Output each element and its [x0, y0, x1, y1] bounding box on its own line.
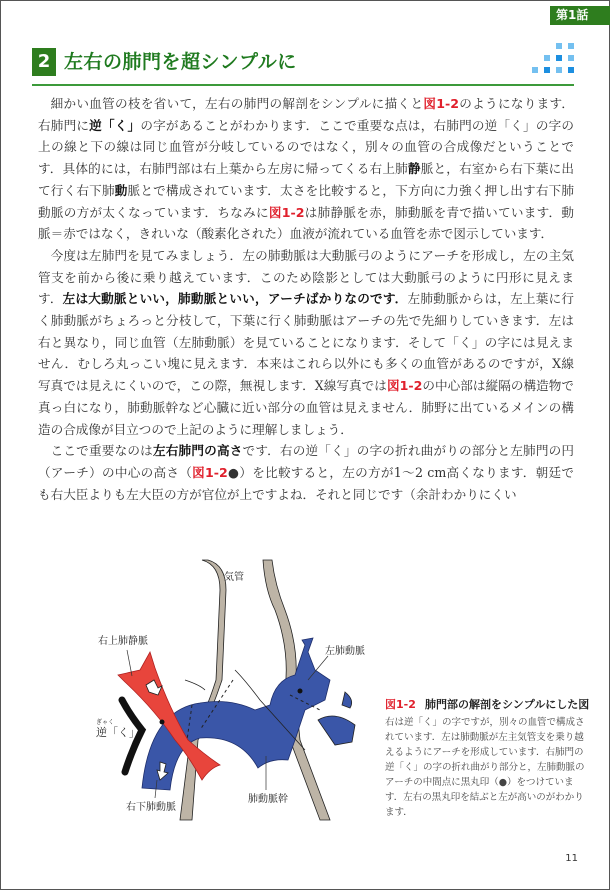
section-title: 左右の肺門を超シンプルに	[64, 51, 297, 73]
trachea-left-wall	[180, 560, 226, 820]
text-run: のようになります．右肺門に	[38, 96, 574, 133]
paragraph	[38, 245, 574, 440]
text-run: 脈とで構成されています．太さを比較すると，下方向に力強く押し出す右下肺動脈の方が太くなっています．ちなみに	[38, 182, 575, 220]
figure-hilum-anatomy	[80, 540, 380, 850]
text-run: 左肺動脈からは，左上葉に行く肺動脈がちょろっと分枝して，下葉に行く肺動脈はアーチの先で先細りしていきます．左は右と異なり，同じ血管（左肺動脈）を見ていることになります．そして「く」の字には見えません．むしろ丸っこい塊に見えます．本来はこれら以外にも多くの血管があるのですが，X線写真では見えにくいので，この際，無視します．X線写真では	[38, 291, 574, 394]
label-pulmonary-trunk: 肺動脈幹	[248, 794, 288, 805]
caption-title: 肺門部の解剖をシンプルにした図	[425, 698, 590, 711]
figure-reference: 図1-2	[386, 378, 423, 394]
figure-reference: 図1-2	[268, 204, 305, 220]
left-midpoint-marker	[298, 689, 303, 694]
figure-caption	[385, 697, 590, 820]
label-trachea: 気管	[224, 572, 244, 583]
decorative-squares-icon	[530, 43, 574, 81]
figure-reference: 図1-2	[192, 464, 228, 480]
label-right-upper-pulmonary-vein: 右上肺静脈	[98, 636, 148, 647]
text-run: は肺静脈を赤，肺動脈を青で描いています．動脈＝赤ではなく，きれいな（酸素化された）血液が流れている血管を赤で図示しています．	[38, 204, 574, 242]
figure-reference: 図1-2	[423, 96, 459, 111]
text-run: 脈と，右室から右下葉に出て行く右下肺	[38, 161, 575, 198]
text-run: の中心部は縦隔の構造物で真っ白になり，肺動脈幹など心臓に近い部分の血管は見えません．肺野に出ているメインの構造の合成像が目立つので上記のように理解しましょう．	[38, 378, 574, 437]
emphasis-text: 左は大動脈といい，肺動脈といい，アーチばかりなのです．	[62, 291, 408, 307]
section-number: 2	[32, 48, 56, 76]
paragraph	[38, 93, 574, 245]
text-run: の字があることがわかります．ここで重要な点は，右肺門の逆「く」の字の上の線と下の線は同じ血管が分岐しているのではなく，別々の血管の合成像だということです．具体的には，右肺門部は右上葉から左房に帰ってくる右上肺	[38, 117, 575, 177]
paragraph	[38, 440, 574, 505]
label-left-pulmonary-artery: 左肺動脈	[325, 646, 365, 657]
caption-number: 図1-2	[385, 698, 416, 711]
hilum-diagram	[80, 540, 380, 850]
text-run: ここで重要なのは	[50, 443, 153, 459]
body-text	[38, 93, 574, 505]
label-reverse-ku: 逆「く」	[96, 726, 140, 739]
chapter-tab: 第1話	[550, 6, 610, 25]
emphasis-text: 逆「く」	[89, 117, 141, 133]
text-run: 今度は左肺門を見てみましょう．左の肺動脈は大動脈弓のようにアーチを形成し，左の主気管支を前から後に乗り越えています．このため陰影としては大動脈弓のように円形に見えます．	[38, 247, 574, 307]
emphasis-text: 動	[114, 182, 128, 198]
caption-text: 右は逆「く」の字ですが，別々の血管で構成されています．左は肺動脈が左主気管支を乗り越えるようにアーチを形成しています．右肺門の逆「く」の字の折れ曲がり部分と，左肺動脈のアーチの中間点に黒丸印（●）をつけています．左右の黒丸印を結ぶと左が高いのがわかります．	[385, 717, 585, 818]
emphasis-text: 静	[407, 161, 421, 177]
emphasis-text: 左右肺門の高さ	[152, 443, 243, 459]
page-number: 11	[565, 853, 578, 864]
label-ruby: ぎゃく	[96, 719, 115, 726]
text-run: ●）を比較すると，左の方が1～2 cm高くなります．朝廷でも右大臣よりも左大臣の方が官位が上ですよね．それと同じです（余計わかりにくい	[38, 464, 574, 502]
right-midpoint-marker	[160, 720, 165, 725]
section-header	[32, 48, 574, 86]
text-run: 細かい血管の枝を省いて，左右の肺門の解剖をシンプルに描くと	[50, 96, 424, 111]
text-run: です．右の逆「く」の字の折れ曲がりの部分と左肺門の円（アーチ）の中心の高さ（	[38, 443, 575, 480]
label-right-lower-pulmonary-artery: 右下肺動脈	[126, 802, 176, 813]
